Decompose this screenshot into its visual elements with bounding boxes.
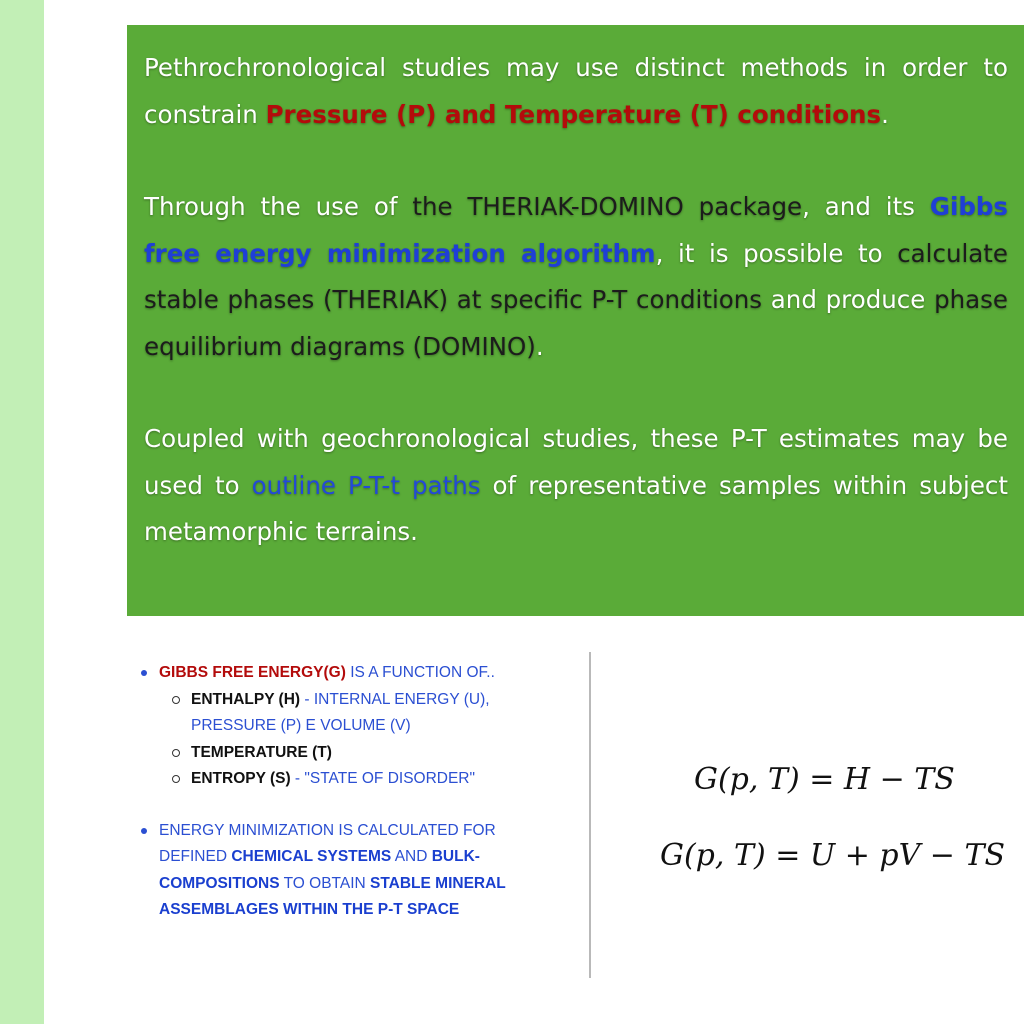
intro-text-box (127, 25, 1024, 616)
text: Coupled with geochronological studies, these P-T estimates may be used to (144, 424, 1008, 500)
algorithm-highlight: Gibbs free energy minimization algorithm (144, 192, 1008, 268)
text: ENERGY MINIMIZATION IS CALCULATED FOR DEFINED (159, 821, 496, 865)
bullet-list (140, 660, 560, 924)
text: - INTERNAL ENERGY (U), PRESSURE (P) E VOLUME (V) (191, 690, 490, 734)
bullet-gibbs (140, 660, 560, 687)
text: and produce (762, 285, 935, 314)
chemical-systems-term: CHEMICAL SYSTEMS (231, 848, 392, 865)
text: . (535, 331, 544, 361)
eq-lhs: G(p, T) (660, 838, 766, 873)
package-highlight: the THERIAK-DOMINO package (412, 192, 803, 221)
sub-bullet-entropy (140, 766, 560, 793)
text: . (881, 99, 889, 129)
sub-bullet-temperature (140, 740, 560, 767)
equation-gibbs-enthalpy (694, 762, 955, 797)
text: , and its (802, 192, 930, 221)
calc-highlight: calculate stable phases (THERIAK) at specific P-T conditions (144, 238, 1008, 314)
eq-rhs: U + pV − TS (809, 838, 1006, 873)
diagrams-highlight: phase equilibrium diagrams (DOMINO) (144, 285, 1008, 361)
paths-highlight: outline P-T-t paths (251, 470, 481, 500)
pt-conditions-highlight: Pressure (P) and Temperature (T) conditions (265, 99, 882, 129)
text: , it is possible to (655, 238, 898, 268)
side-decoration-strip (0, 0, 44, 1024)
intro-paragraph-1 (144, 45, 1008, 138)
text: Through the use of (144, 192, 413, 221)
eq-operator: = (765, 838, 810, 873)
text: - "STATE OF DISORDER" (290, 770, 476, 787)
eq-rhs: H − TS (843, 762, 955, 797)
intro-paragraph-3 (144, 416, 1008, 556)
sub-bullet-enthalpy (140, 687, 560, 740)
text: TO OBTAIN (279, 874, 371, 892)
equation-gibbs-internal-energy (660, 838, 1005, 873)
text: IS A FUNCTION OF.. (345, 664, 495, 681)
text: of representative samples within subject metamorphic terrains. (144, 470, 1009, 546)
vertical-divider (589, 652, 591, 978)
eq-operator: = (799, 762, 844, 797)
text: Pethrochronological studies may use distinct methods in order to constrain (144, 53, 1008, 129)
entropy-term: ENTROPY (S) (191, 770, 291, 787)
gibbs-term: GIBBS FREE ENERGY(G) (159, 664, 346, 681)
bullet-energy-minimization (140, 818, 560, 924)
eq-lhs: G(p, T) (694, 762, 800, 797)
bulk-compositions-term: BULK-COMPOSITIONS (159, 848, 480, 892)
text: AND (391, 848, 432, 865)
enthalpy-term: ENTHALPY (H) (191, 690, 301, 708)
intro-paragraph-2 (144, 184, 1008, 370)
stable-assemblages-term: STABLE MINERAL ASSEMBLAGES WITHIN THE P-T SPACE (159, 874, 506, 918)
temperature-term: TEMPERATURE (T) (191, 743, 332, 761)
